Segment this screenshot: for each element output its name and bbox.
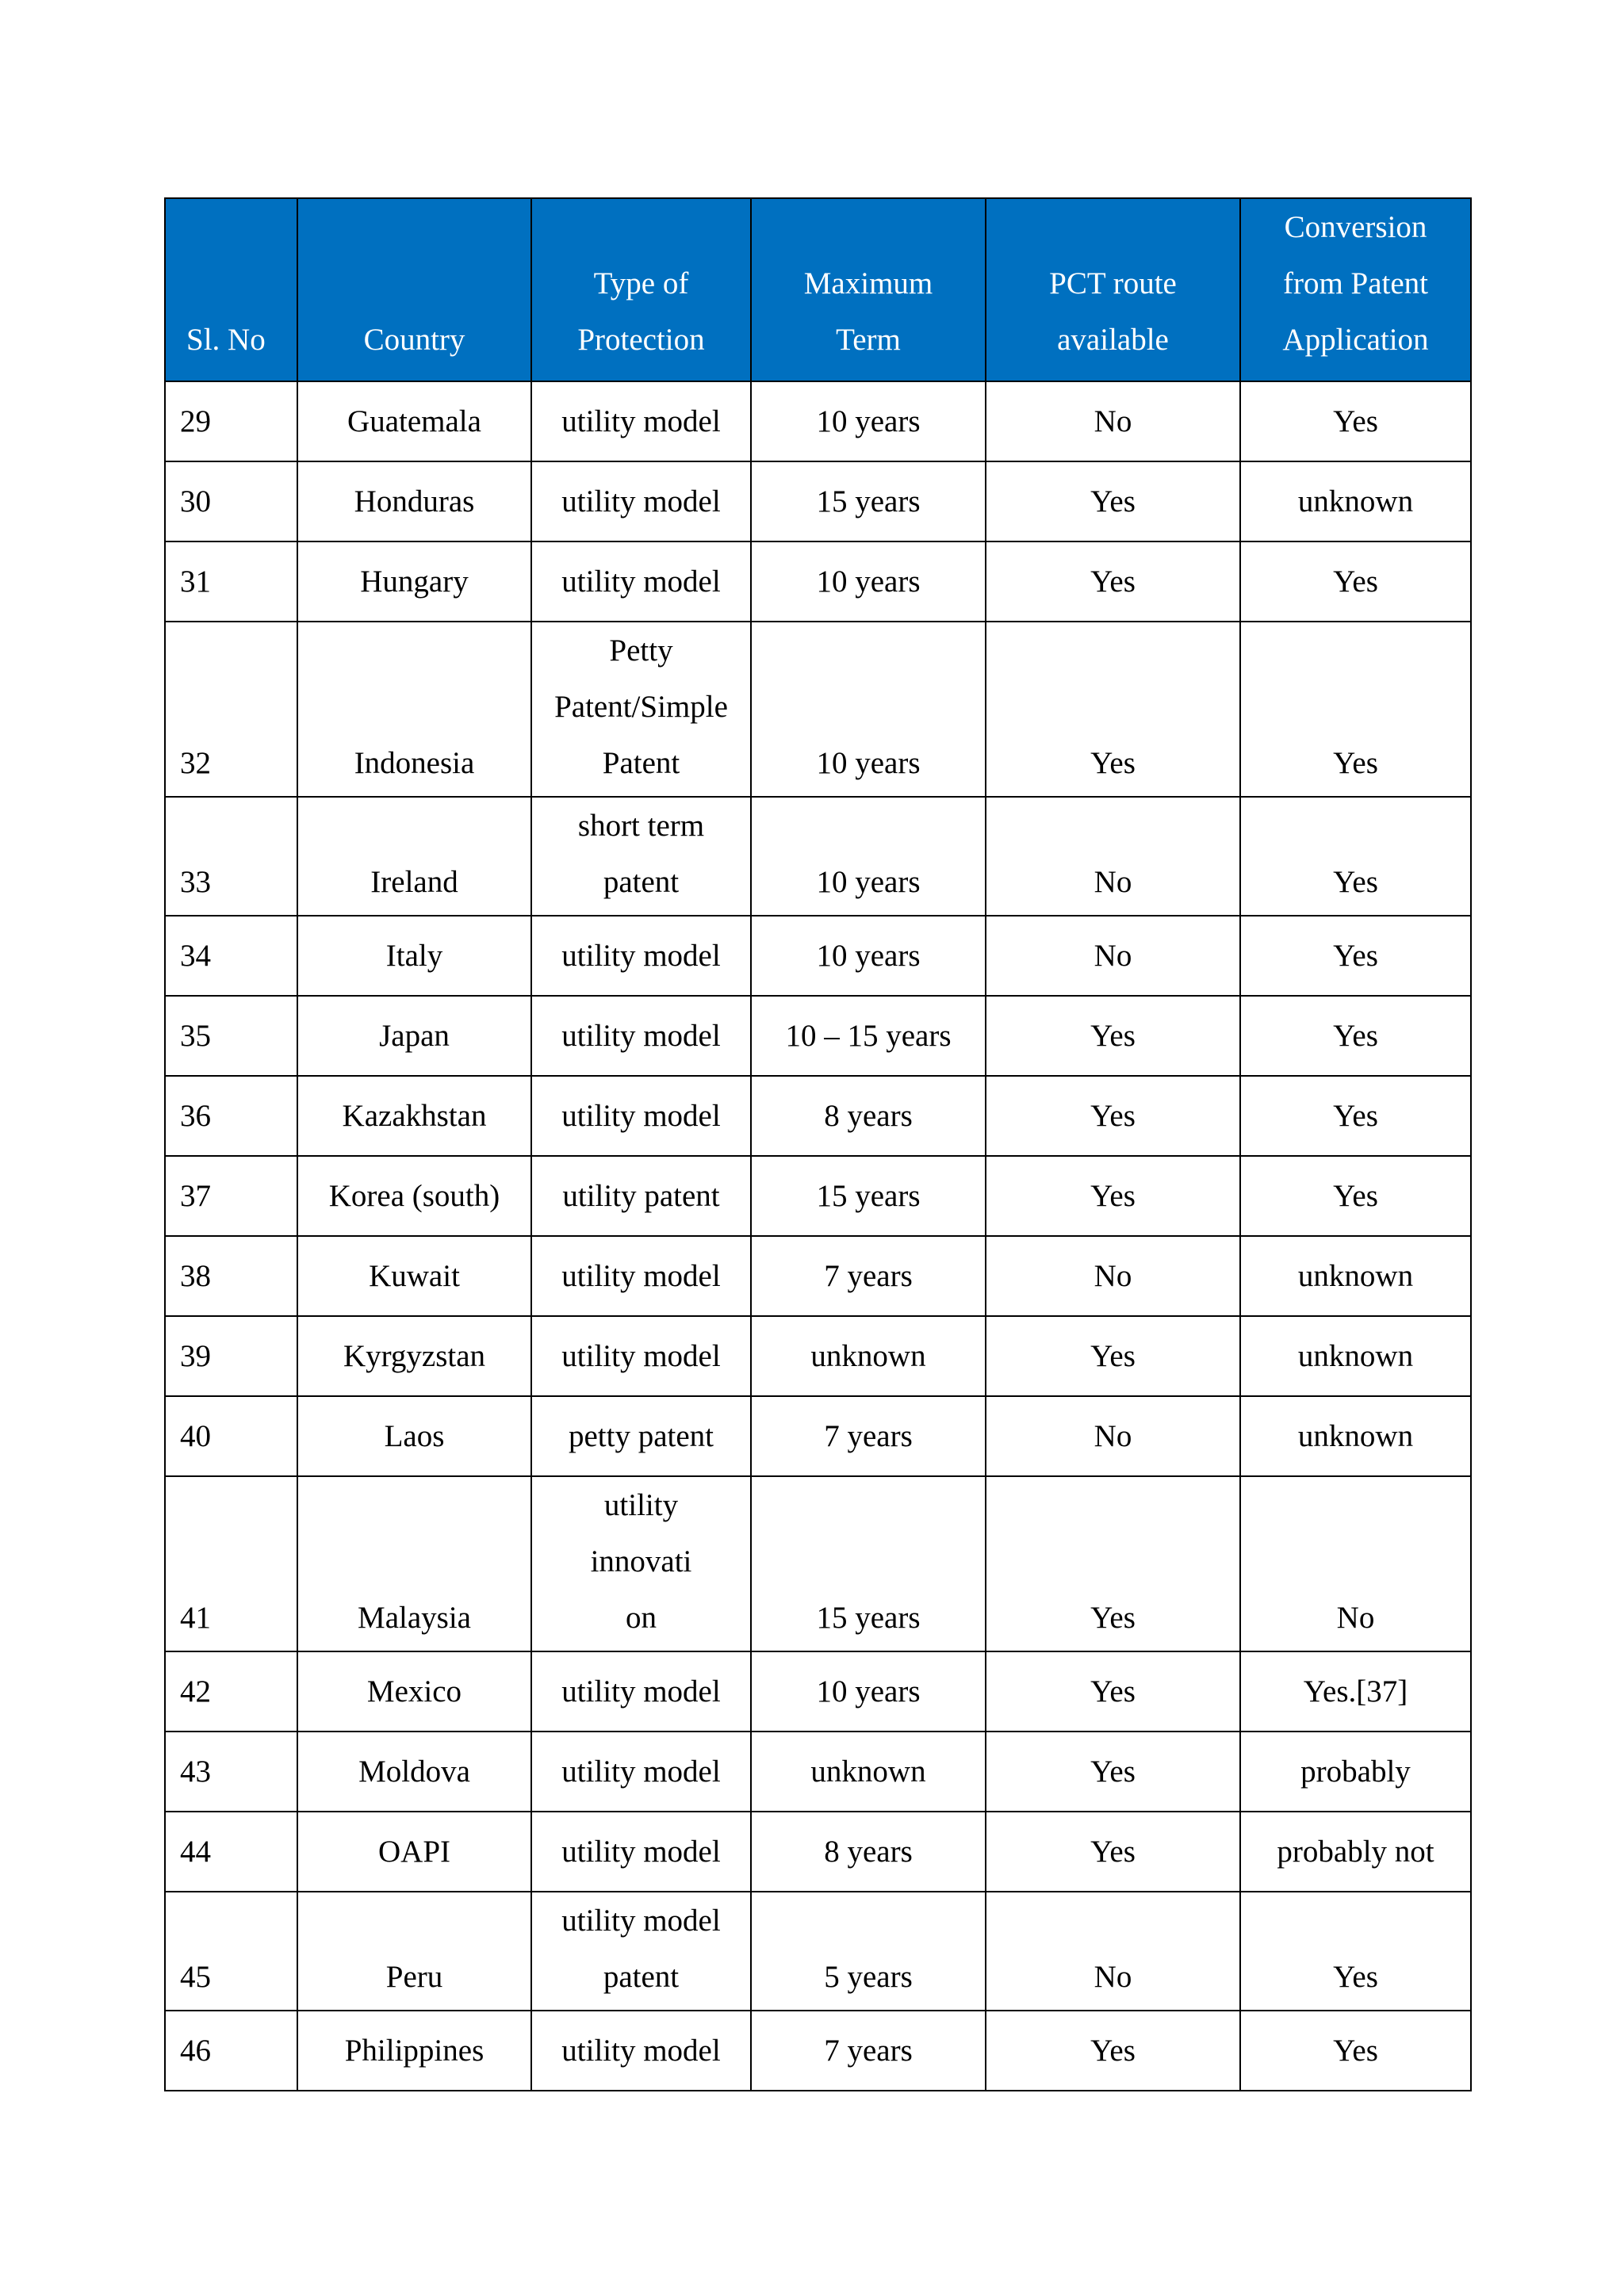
table-row — [165, 1076, 1471, 1156]
cell-conversion: Yes — [1240, 1076, 1471, 1156]
cell-country: Philippines — [297, 2011, 531, 2091]
cell-term: 7 years — [751, 1236, 986, 1316]
cell-sl-no: 32 — [165, 622, 297, 797]
cell-conversion: probably — [1240, 1732, 1471, 1812]
cell-conversion: Yes — [1240, 541, 1471, 622]
cell-type: utility model patent — [531, 1892, 751, 2011]
cell-sl-no: 41 — [165, 1476, 297, 1651]
cell-type: utility model — [531, 1732, 751, 1812]
cell-country: Kazakhstan — [297, 1076, 531, 1156]
cell-conversion: Yes — [1240, 622, 1471, 797]
cell-country: Malaysia — [297, 1476, 531, 1651]
cell-conversion: Yes — [1240, 996, 1471, 1076]
cell-pct: Yes — [986, 1156, 1240, 1236]
cell-country: Mexico — [297, 1651, 531, 1732]
cell-country: Korea (south) — [297, 1156, 531, 1236]
header-sl-no: Sl. No — [165, 198, 297, 381]
cell-pct: No — [986, 1236, 1240, 1316]
table-row — [165, 381, 1471, 461]
cell-type: short term patent — [531, 797, 751, 916]
cell-term: 7 years — [751, 1396, 986, 1476]
cell-conversion: Yes — [1240, 916, 1471, 996]
cell-country: Italy — [297, 916, 531, 996]
table-row — [165, 541, 1471, 622]
cell-type: utility model — [531, 2011, 751, 2091]
cell-country: Hungary — [297, 541, 531, 622]
cell-country: OAPI — [297, 1812, 531, 1892]
cell-conversion: Yes — [1240, 1156, 1471, 1236]
cell-sl-no: 40 — [165, 1396, 297, 1476]
cell-country: Moldova — [297, 1732, 531, 1812]
header-country: Country — [297, 198, 531, 381]
cell-term: 8 years — [751, 1076, 986, 1156]
cell-term: 10 years — [751, 541, 986, 622]
cell-sl-no: 39 — [165, 1316, 297, 1396]
cell-country: Kuwait — [297, 1236, 531, 1316]
cell-conversion: No — [1240, 1476, 1471, 1651]
cell-term: 10 years — [751, 1651, 986, 1732]
table-header — [165, 198, 1471, 381]
cell-term: unknown — [751, 1316, 986, 1396]
cell-country: Guatemala — [297, 381, 531, 461]
cell-pct: Yes — [986, 1812, 1240, 1892]
cell-term: 15 years — [751, 1476, 986, 1651]
table-row — [165, 461, 1471, 541]
cell-type: utility model — [531, 541, 751, 622]
cell-type: utility model — [531, 1316, 751, 1396]
cell-conversion: Yes — [1240, 797, 1471, 916]
table-row — [165, 1156, 1471, 1236]
cell-type: utility model — [531, 1651, 751, 1732]
table-row — [165, 1732, 1471, 1812]
cell-sl-no: 31 — [165, 541, 297, 622]
cell-type: utility patent — [531, 1156, 751, 1236]
cell-conversion: Yes — [1240, 381, 1471, 461]
cell-pct: No — [986, 381, 1240, 461]
cell-term: 5 years — [751, 1892, 986, 2011]
cell-sl-no: 37 — [165, 1156, 297, 1236]
cell-country: Honduras — [297, 461, 531, 541]
cell-pct: Yes — [986, 1651, 1240, 1732]
header-maximum-term: Maximum Term — [751, 198, 986, 381]
cell-pct: No — [986, 916, 1240, 996]
cell-conversion: Yes.[37] — [1240, 1651, 1471, 1732]
table-row — [165, 1316, 1471, 1396]
cell-pct: No — [986, 1396, 1240, 1476]
header-pct-route: PCT route available — [986, 198, 1240, 381]
cell-country: Japan — [297, 996, 531, 1076]
cell-conversion: unknown — [1240, 1316, 1471, 1396]
table-row — [165, 797, 1471, 916]
cell-type: utility model — [531, 1236, 751, 1316]
cell-pct: Yes — [986, 2011, 1240, 2091]
cell-sl-no: 34 — [165, 916, 297, 996]
cell-conversion: unknown — [1240, 1396, 1471, 1476]
cell-type: utility model — [531, 1076, 751, 1156]
cell-type: utility innovation — [531, 1476, 751, 1651]
table-row — [165, 916, 1471, 996]
cell-pct: Yes — [986, 1476, 1240, 1651]
cell-pct: Yes — [986, 1732, 1240, 1812]
table-row — [165, 2011, 1471, 2091]
cell-sl-no: 42 — [165, 1651, 297, 1732]
cell-type: utility model — [531, 461, 751, 541]
cell-term: 8 years — [751, 1812, 986, 1892]
cell-sl-no: 36 — [165, 1076, 297, 1156]
cell-sl-no: 29 — [165, 381, 297, 461]
cell-conversion: unknown — [1240, 1236, 1471, 1316]
cell-type: utility model — [531, 916, 751, 996]
cell-term: 10 years — [751, 916, 986, 996]
table-row — [165, 1476, 1471, 1651]
cell-pct: Yes — [986, 1316, 1240, 1396]
cell-conversion: Yes — [1240, 2011, 1471, 2091]
cell-term: 10 years — [751, 622, 986, 797]
cell-conversion: unknown — [1240, 461, 1471, 541]
header-row — [165, 198, 1471, 381]
cell-sl-no: 43 — [165, 1732, 297, 1812]
cell-term: 15 years — [751, 461, 986, 541]
cell-term: unknown — [751, 1732, 986, 1812]
table-row — [165, 996, 1471, 1076]
cell-term: 10 years — [751, 381, 986, 461]
cell-term: 7 years — [751, 2011, 986, 2091]
table-row — [165, 1396, 1471, 1476]
cell-sl-no: 38 — [165, 1236, 297, 1316]
utility-model-table — [164, 197, 1472, 2091]
cell-pct: No — [986, 797, 1240, 916]
cell-conversion: probably not — [1240, 1812, 1471, 1892]
cell-pct: Yes — [986, 461, 1240, 541]
cell-pct: Yes — [986, 622, 1240, 797]
cell-country: Indonesia — [297, 622, 531, 797]
table-body — [165, 381, 1471, 2091]
header-type-of-protection: Type of Protection — [531, 198, 751, 381]
cell-type: utility model — [531, 381, 751, 461]
cell-type: petty patent — [531, 1396, 751, 1476]
cell-term: 10 years — [751, 797, 986, 916]
cell-sl-no: 46 — [165, 2011, 297, 2091]
cell-term: 15 years — [751, 1156, 986, 1236]
cell-country: Laos — [297, 1396, 531, 1476]
table-row — [165, 1651, 1471, 1732]
cell-type: utility model — [531, 1812, 751, 1892]
cell-country: Ireland — [297, 797, 531, 916]
cell-pct: Yes — [986, 1076, 1240, 1156]
cell-country: Peru — [297, 1892, 531, 2011]
cell-term: 10 – 15 years — [751, 996, 986, 1076]
table-row — [165, 1892, 1471, 2011]
cell-type: utility model — [531, 996, 751, 1076]
cell-country: Kyrgyzstan — [297, 1316, 531, 1396]
cell-pct: Yes — [986, 541, 1240, 622]
table-row — [165, 1236, 1471, 1316]
cell-pct: No — [986, 1892, 1240, 2011]
cell-sl-no: 33 — [165, 797, 297, 916]
cell-conversion: Yes — [1240, 1892, 1471, 2011]
cell-sl-no: 45 — [165, 1892, 297, 2011]
cell-sl-no: 44 — [165, 1812, 297, 1892]
cell-sl-no: 30 — [165, 461, 297, 541]
table-row — [165, 622, 1471, 797]
table-row — [165, 1812, 1471, 1892]
header-conversion: Conversion from Patent Application — [1240, 198, 1471, 381]
cell-sl-no: 35 — [165, 996, 297, 1076]
cell-type: Petty Patent/Simple Patent — [531, 622, 751, 797]
cell-pct: Yes — [986, 996, 1240, 1076]
